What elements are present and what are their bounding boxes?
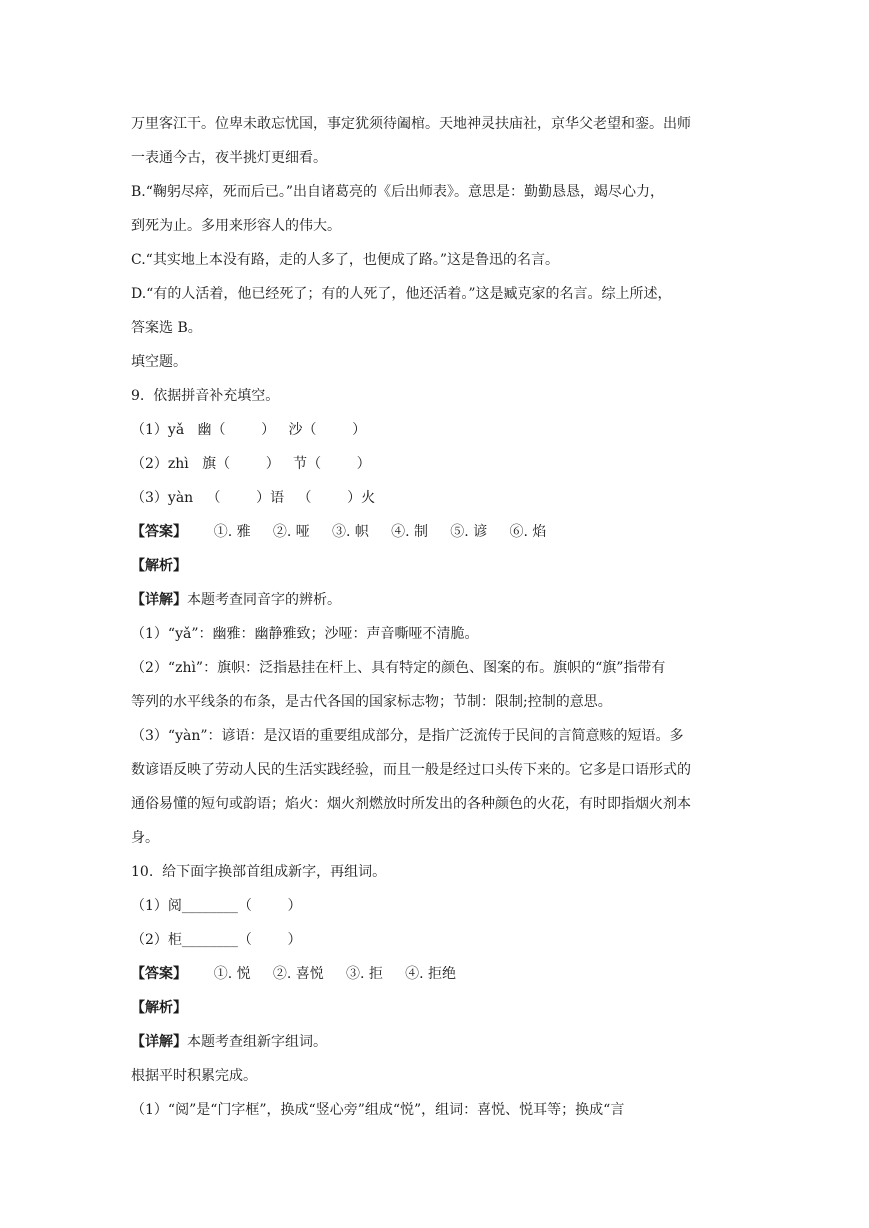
text-line: 数谚语反映了劳动人民的生活实践经验，而且一般是经过口头传下来的。它多是口语形式的 (131, 762, 691, 778)
text-line: 万里客江干。位卑未敢忘忧国，事定犹须待阖棺。天地神灵扶庙社，京华父老望和銮。出师 (131, 116, 691, 132)
text-line: （2）zhì 旗（ ） 节（ ） (131, 456, 371, 472)
text-line: （3）yàn （ ）语 （ ）火 (131, 490, 376, 506)
text-line: 到死为止。多用来形容人的伟大。 (131, 218, 341, 234)
text-line: 等列的水平线条的布条，是古代各国的国家标志物；节制：限制;控制的意思。 (131, 694, 612, 710)
text-line: 填空题。 (131, 354, 187, 370)
text-line: 一表通今古，夜半挑灯更细看。 (131, 150, 327, 166)
text-line: （2）柜________（ ） (131, 932, 302, 948)
label-text: 【答案】 (131, 524, 187, 540)
text-line: 根据平时积累完成。 (131, 1068, 257, 1084)
text-line: D.“有的人活着，他已经死了；有的人死了，他还活着。”这是臧克家的名言。综上所述， (131, 286, 672, 302)
label-text: 【答案】 (131, 966, 187, 982)
section-heading (131, 991, 741, 1025)
answer-line (131, 957, 741, 991)
text-line: （1）“阅”是“门字框”，换成“竖心旁”组成“悦”，组词：喜悦、悦耳等；换成“言 (131, 1102, 625, 1118)
line-text: 本题考查组新字组词。 (187, 1034, 327, 1050)
text-line: （1）阅________（ ） (131, 898, 302, 914)
heading-text: 【解析】 (131, 1000, 187, 1016)
text-line: （1）“yǎ”：幽雅：幽静雅致；沙哑：声音嘶哑不清脆。 (131, 626, 479, 642)
answer-line (131, 515, 741, 549)
detail-line (131, 1025, 741, 1059)
text-line: 10. 给下面字换部首组成新字，再组词。 (131, 864, 387, 880)
text-line: C.“其实地上本没有路，走的人多了，也便成了路。”这是鲁迅的名言。 (131, 252, 559, 268)
line-text: ①. 雅 ②. 哑 ③. 帜 ④. 制 ⑤. 谚 ⑥. 焰 (187, 524, 547, 540)
text-line: （2）“zhì”：旗帜：泛指悬挂在杆上、具有特定的颜色、图案的布。旗帜的“旗”指带有 (131, 660, 666, 676)
text-line: 9. 依据拼音补充填空。 (131, 388, 280, 404)
text-line: 答案选 B。 (131, 320, 202, 336)
line-text: 本题考查同音字的辨析。 (187, 592, 341, 608)
label-text: 【详解】 (131, 592, 187, 608)
section-heading (131, 549, 741, 583)
detail-line (131, 583, 741, 617)
label-text: 【详解】 (131, 1034, 187, 1050)
text-line: 身。 (131, 830, 159, 846)
document-body (131, 107, 741, 1127)
text-line: （1）yǎ 幽（ ） 沙（ ） (131, 422, 367, 438)
line-text: ①. 悦 ②. 喜悦 ③. 拒 ④. 拒绝 (187, 966, 457, 982)
text-line: （3）“yàn”：谚语：是汉语的重要组成部分，是指广泛流传于民间的言简意赅的短语。多 (131, 728, 684, 744)
text-line: 通俗易懂的短句或韵语；焰火：烟火剂燃放时所发出的各种颜色的火花，有时即指烟火剂本 (131, 796, 691, 812)
text-line: B.“鞠躬尽瘁，死而后已。”出自诸葛亮的《后出师表》。意思是：勤勤恳恳，竭尽心力， (131, 184, 665, 200)
heading-text: 【解析】 (131, 558, 187, 574)
